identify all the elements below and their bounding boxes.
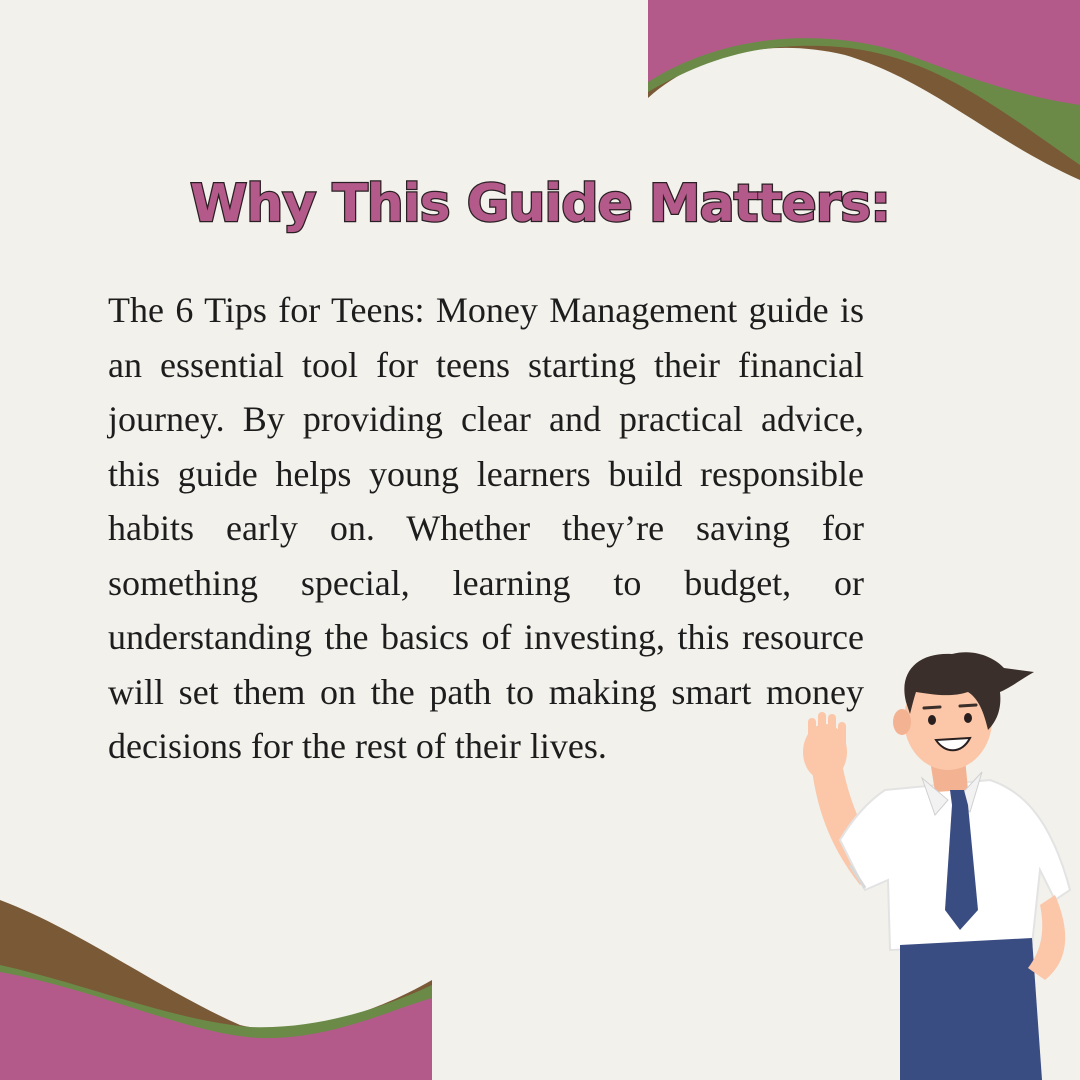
waving-boy-illustration <box>770 640 1080 1080</box>
bottom-left-wave <box>0 900 432 1080</box>
page-title: Why This Guide Matters: <box>189 174 891 234</box>
waving-hand <box>803 712 847 780</box>
pants <box>900 938 1042 1080</box>
head <box>893 652 1034 770</box>
top-right-wave <box>648 0 1080 180</box>
body-paragraph: The 6 Tips for Teens: Money Management guide is an essential tool for teens starting their financial journey. By providing clear and practical advice, this guide helps young learners build responsible habits early on. Whether they’re saving for something special, learning to budget, or understanding the basics of investing, this resource will set them on the path to making smart money decisions for the rest of their lives. <box>108 290 864 766</box>
